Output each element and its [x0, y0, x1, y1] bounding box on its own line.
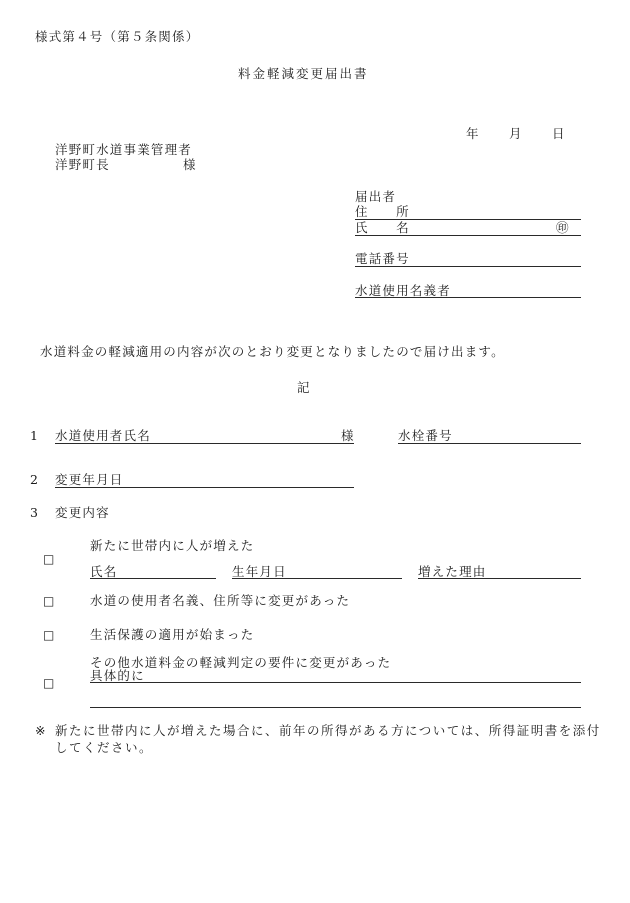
- addressee-line2: 洋野町長: [55, 157, 110, 172]
- option1-field-birthdate: 生年月日: [232, 564, 287, 579]
- item1-number: 1: [30, 428, 40, 443]
- item2-label: 変更年月日: [55, 472, 124, 487]
- option3-checkbox[interactable]: □: [43, 628, 55, 642]
- option1-name-line[interactable]: [90, 578, 216, 579]
- option2-text: 水道の使用者名義、住所等に変更があった: [90, 593, 351, 608]
- option4-text: その他水道料金の軽減判定の要件に変更があった: [90, 655, 392, 670]
- option4-subtext: 具体的に: [90, 668, 145, 683]
- note-line2: してください。: [55, 740, 154, 755]
- date-month-label: 月: [509, 126, 523, 141]
- applicant-heading: 届出者: [355, 189, 397, 204]
- item3-label: 変更内容: [55, 505, 110, 520]
- document-title: 料金軽減変更届出書: [238, 66, 369, 81]
- meter-number-line[interactable]: [398, 443, 581, 444]
- water-user-field-line[interactable]: [355, 297, 581, 298]
- item1-honorific: 様: [341, 428, 355, 443]
- option1-text: 新たに世帯内に人が増えた: [90, 538, 255, 553]
- seal-mark: ㊞: [556, 220, 569, 235]
- option1-field-reason: 増えた理由: [418, 564, 487, 579]
- water-user-label: 水道使用名義者: [355, 283, 451, 298]
- name-field-line[interactable]: [355, 235, 581, 236]
- date-day-label: 日: [552, 126, 566, 141]
- meter-label: 水栓番号: [398, 428, 453, 443]
- item3-number: 3: [30, 505, 40, 520]
- name-label: 氏 名: [355, 220, 410, 235]
- change-date-line[interactable]: [55, 487, 354, 488]
- date-year-label: 年: [466, 126, 480, 141]
- option3-text: 生活保護の適用が始まった: [90, 627, 255, 642]
- phone-label: 電話番号: [355, 251, 410, 266]
- ki-label: 記: [297, 380, 311, 395]
- addressee-line1: 洋野町水道事業管理者: [55, 142, 193, 157]
- water-user-name-line[interactable]: [55, 443, 354, 444]
- item1-label: 水道使用者氏名: [55, 428, 151, 443]
- phone-field-line[interactable]: [355, 266, 581, 267]
- option4-detail-line1[interactable]: [90, 682, 581, 683]
- note-mark: ※: [35, 723, 47, 738]
- option1-checkbox[interactable]: □: [43, 552, 55, 566]
- option1-reason-line[interactable]: [418, 578, 581, 579]
- intro-text: 水道料金の軽減適用の内容が次のとおり変更となりましたので届け出ます。: [40, 344, 505, 359]
- item2-number: 2: [30, 472, 40, 487]
- option1-field-name: 氏名: [90, 564, 118, 579]
- address-label: 住 所: [355, 204, 410, 219]
- option1-birthdate-line[interactable]: [232, 578, 402, 579]
- option4-detail-line2[interactable]: [90, 707, 581, 708]
- form-number: 様式第４号（第５条関係）: [35, 29, 200, 44]
- note-line1: 新たに世帯内に人が増えた場合に、前年の所得がある方については、所得証明書を添付: [55, 723, 601, 738]
- option4-checkbox[interactable]: □: [43, 676, 55, 690]
- option2-checkbox[interactable]: □: [43, 594, 55, 608]
- addressee-honorific: 様: [183, 157, 197, 172]
